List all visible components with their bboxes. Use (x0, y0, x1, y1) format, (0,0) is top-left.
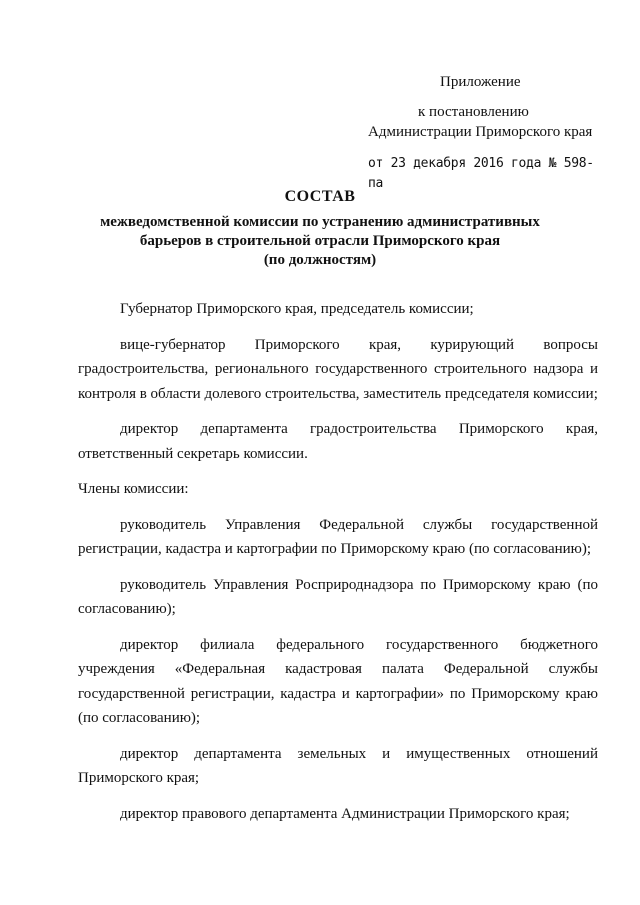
paragraph-secretary: директор департамента градостроительства Приморского края, ответственный секретарь комиссии. (78, 421, 598, 462)
resolution-label: к постановлению (418, 104, 529, 120)
paragraph-member: руководитель Управления Федеральной службы государственной регистрации, кадастра и картографии по Приморскому краю (по согласованию); (78, 516, 598, 557)
paragraph-member: руководитель Управления Росприроднадзора по Приморскому краю (по согласованию); (78, 576, 598, 617)
paragraph-deputy-chairman: вице-губернатор Приморского края, курирующий вопросы градостроительства, регионального государственного строительного надзора и контроля в области долевого строительства, заместитель председателя комиссии; (78, 336, 598, 402)
approval-block (368, 72, 608, 194)
subtitle-line: (по должностям) (263, 252, 377, 268)
members-heading: Члены комиссии: (78, 481, 189, 497)
appendix-label: Приложение (440, 74, 521, 90)
administration-label: Администрации Приморского края (368, 124, 593, 140)
paragraph-member: директор филиала федерального государственного бюджетного учреждения «Федеральная кадастровая палата Федеральной службы государственной регистрации, кадастра и картографии» по Приморскому краю (по согласованию); (78, 636, 598, 726)
paragraph-chairman: Губернатор Приморского края, председатель комиссии; (120, 301, 474, 317)
paragraph-member: директор департамента земельных и имущественных отношений Приморского края; (78, 745, 598, 786)
document-subtitle (80, 213, 560, 270)
subtitle-line: барьеров в строительной отрасли Приморского края (139, 233, 501, 249)
subtitle-line: межведомственной комиссии по устранению административных (100, 214, 540, 230)
document-body (78, 297, 598, 837)
paragraph-member: директор правового департамента Администрации Приморского края; (120, 805, 570, 822)
resolution-date-stamp: от 23 декабря 2016 года № 598-па (368, 156, 594, 191)
document-title: СОСТАВ (284, 188, 356, 205)
